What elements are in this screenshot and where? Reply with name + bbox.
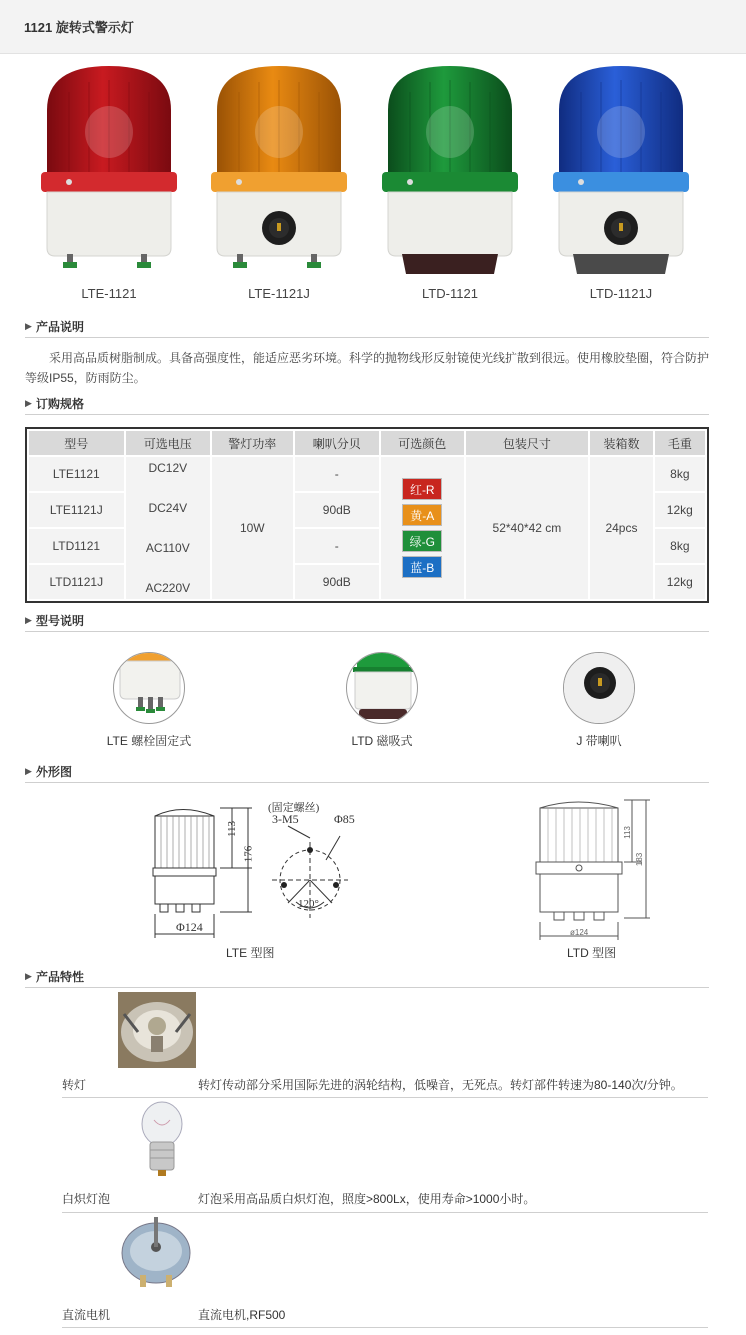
double-arrow-icon: ▶ xyxy=(25,766,32,776)
angle-label: 120° xyxy=(298,898,319,910)
feature-text: 转灯传动部分采用国际先进的涡轮结构，低噪音，无死点。转灯部件转速为80-140次/分钟。 xyxy=(198,1078,683,1092)
voltage-cell: DC12V DC24V AC110V AC220V xyxy=(126,457,211,599)
double-arrow-icon: ▶ xyxy=(25,971,32,981)
section-header-description: ▶ 产品说明 xyxy=(25,318,709,338)
color-badge-red: 红-R xyxy=(402,478,442,500)
horn-detail-image xyxy=(563,652,635,724)
product-lte-1121j xyxy=(209,62,349,302)
col-header: 毛重 xyxy=(655,431,705,455)
page-title: 1121 旋转式警示灯 xyxy=(24,20,134,35)
section-header-outline: ▶ 外形图 xyxy=(25,763,709,783)
col-header: 警灯功率 xyxy=(212,431,292,455)
title-bar xyxy=(0,0,746,54)
section-header-features: ▶ 产品特性 xyxy=(25,968,709,988)
warning-light-image xyxy=(39,62,179,284)
weight-cell: 8kg xyxy=(655,457,705,491)
col-header: 可选颜色 xyxy=(381,431,463,455)
product-description: 采用高品质树脂制成。具备高强度性，能适应恶劣环境。科学的抛物线形反射镜使光线扩散到很远。使用橡胶垫圈，符合防护等级IP55，防雨防尘。 xyxy=(25,351,710,385)
model-cell: LTE1121 xyxy=(29,457,124,491)
col-header: 可选电压 xyxy=(126,431,211,455)
model-type-j xyxy=(539,652,659,749)
product-lte-1121 xyxy=(39,62,179,302)
col-header: 型号 xyxy=(29,431,124,455)
package-cell: 52*40*42 cm xyxy=(466,457,589,599)
weight-cell: 8kg xyxy=(655,529,705,563)
dim-label-d85: Φ85 xyxy=(334,812,355,826)
color-badge-blue: 蓝-B xyxy=(402,556,442,578)
model-type-lte xyxy=(89,652,209,749)
dim-label-183: 183 xyxy=(635,852,645,867)
rotator-photo xyxy=(118,992,196,1068)
feature-row-motor xyxy=(62,1213,708,1328)
section-header-model-note: ▶ 型号说明 xyxy=(25,612,709,632)
warning-light-image xyxy=(380,62,520,284)
dim-label-113: 113 xyxy=(622,826,632,839)
weight-cell: 12kg xyxy=(655,493,705,527)
dim-label-113: 113 xyxy=(226,820,239,838)
warning-light-image xyxy=(209,62,349,284)
double-arrow-icon: ▶ xyxy=(25,398,32,408)
feature-row-bulb xyxy=(62,1098,708,1213)
fixing-screw-note: (固定螺丝) xyxy=(268,802,320,814)
model-cell: LTE1121J xyxy=(29,493,124,527)
dim-label-d124: ø124 xyxy=(570,928,589,937)
table-row xyxy=(29,457,705,491)
feature-text: 直流电机,RF500 xyxy=(198,1308,286,1322)
product-ltd-1121 xyxy=(380,62,520,302)
product-model-label: LTE-1121 xyxy=(81,286,137,301)
screw-spec: 3-M5 xyxy=(272,812,299,826)
col-header: 装箱数 xyxy=(590,431,652,455)
product-model-label: LTE-1121J xyxy=(248,286,310,301)
double-arrow-icon: ▶ xyxy=(25,321,32,331)
color-badge-green: 绿-G xyxy=(402,530,442,552)
col-header: 喇叭分贝 xyxy=(295,431,380,455)
product-ltd-1121j xyxy=(551,62,691,302)
color-cell xyxy=(381,457,463,599)
feature-label: 转灯 xyxy=(62,1078,87,1092)
model-cell: LTD1121J xyxy=(29,565,124,599)
db-cell: - xyxy=(295,529,380,563)
ltd-dimension-drawing xyxy=(530,794,660,944)
spec-table-frame xyxy=(25,427,709,603)
lte-drawing-caption: LTE 型图 xyxy=(226,946,275,960)
qty-cell: 24pcs xyxy=(590,457,652,599)
dim-label-176: 176 xyxy=(242,845,255,863)
model-type-ltd xyxy=(322,652,442,749)
lte-bolt-detail-image xyxy=(113,652,185,724)
spec-table xyxy=(27,429,707,601)
model-type-caption: LTE 螺栓固定式 xyxy=(106,734,192,748)
feature-label: 直流电机 xyxy=(62,1308,111,1322)
motor-photo xyxy=(118,1213,194,1293)
product-model-label: LTD-1121J xyxy=(589,286,653,301)
section-header-ordering: ▶ 订购规格 xyxy=(25,395,709,415)
model-cell: LTD1121 xyxy=(29,529,124,563)
ltd-magnet-detail-image xyxy=(346,652,418,724)
weight-cell: 12kg xyxy=(655,565,705,599)
feature-text: 灯泡采用高品质白炽灯泡，照度>800Lx，使用寿命>1000小时。 xyxy=(198,1192,536,1206)
db-cell: - xyxy=(295,457,380,491)
db-cell: 90dB xyxy=(295,493,380,527)
dim-label-d124: Φ124 xyxy=(176,920,203,934)
bulb-photo xyxy=(132,1100,192,1180)
double-arrow-icon: ▶ xyxy=(25,615,32,625)
feature-label: 白炽灯泡 xyxy=(62,1192,111,1206)
product-model-label: LTD-1121 xyxy=(422,286,478,301)
power-cell: 10W xyxy=(212,457,292,599)
ltd-drawing-caption: LTD 型图 xyxy=(567,946,617,960)
db-cell: 90dB xyxy=(295,565,380,599)
col-header: 包装尺寸 xyxy=(466,431,589,455)
model-type-caption: J 带喇叭 xyxy=(576,734,622,748)
color-badge-amber: 黄-A xyxy=(402,504,442,526)
feature-row-rotator xyxy=(62,992,708,1098)
warning-light-image xyxy=(551,62,691,284)
model-type-caption: LTD 磁吸式 xyxy=(351,734,413,748)
